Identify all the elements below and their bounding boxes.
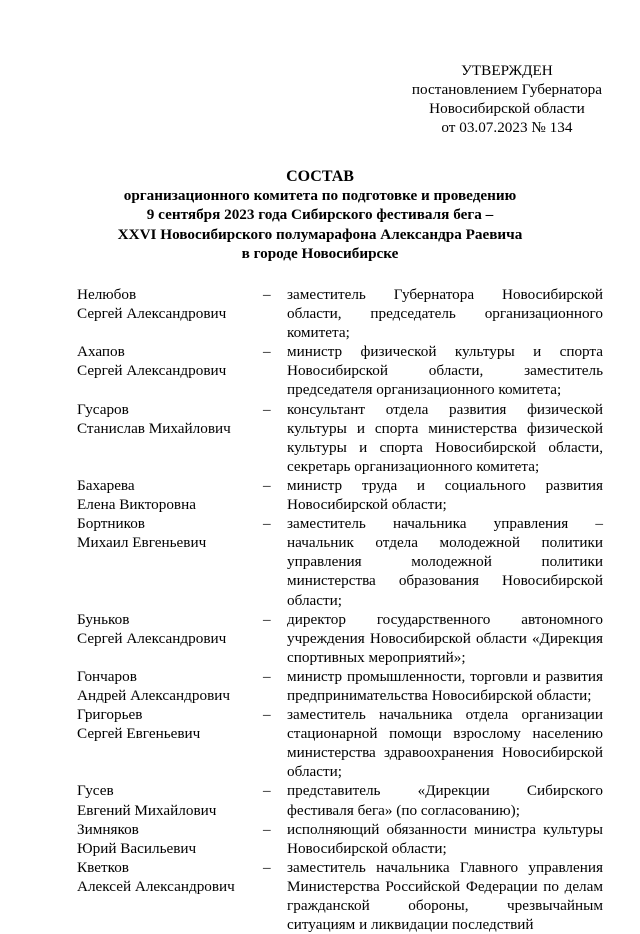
member-row — [77, 476, 603, 514]
member-role: министр физической культуры и спорта Новосибирской области, заместитель председателя организационного комитета; — [287, 343, 603, 399]
member-given-names: Елена Викторовна — [77, 496, 196, 514]
member-given-names: Андрей Александрович — [77, 686, 231, 704]
dash-separator: – — [263, 286, 271, 303]
member-surname: Кветков — [77, 858, 129, 876]
member-row — [77, 514, 603, 609]
approval-stamp: УТВЕРЖДЕН — [461, 62, 553, 79]
member-row — [77, 610, 603, 667]
approval-date-number: от 03.07.2023 № 134 — [441, 119, 573, 136]
member-name — [77, 820, 263, 858]
member-role: заместитель начальника отдела организации стационарной помощи взрослому населению министерства здравоохранения Новосибирской области; — [287, 706, 603, 781]
member-name — [77, 858, 263, 934]
dash-separator: – — [263, 782, 271, 800]
member-name — [77, 476, 263, 514]
member-role: заместитель начальника управления – начальник отдела молодежной политики управления молодежной политики министерства образования Новосибирской области; — [287, 515, 603, 609]
member-name — [77, 342, 263, 399]
title-line-3: XXVI Новосибирского полумарафона Александра Раевича — [117, 225, 523, 243]
member-role: заместитель Губернатора Новосибирской области, председатель организационного комитета; — [287, 286, 603, 342]
member-surname: Гусев — [77, 782, 114, 800]
member-role: исполняющий обязанности министра культуры Новосибирской области; — [287, 820, 603, 857]
member-row — [77, 667, 603, 705]
member-given-names: Сергей Александрович — [77, 629, 227, 647]
member-given-names: Михаил Евгеньевич — [77, 534, 207, 552]
member-given-names: Сергей Евгеньевич — [77, 725, 201, 743]
member-name — [77, 400, 263, 476]
member-name — [77, 610, 263, 667]
member-surname: Бортников — [77, 515, 145, 533]
members-list — [77, 285, 603, 934]
dash-separator: – — [263, 706, 271, 724]
member-given-names: Сергей Александрович — [77, 362, 227, 380]
document-title — [0, 167, 640, 263]
dash-separator: – — [263, 820, 271, 838]
dash-separator: – — [263, 610, 271, 628]
member-role: заместитель начальника Главного управления Министерства Российской Федерации по делам гражданской обороны, чрезвычайным ситуациям и ликвидации последствий — [287, 858, 603, 934]
member-role: консультант отдела развития физической культуры и спорта министерства физической культуры и спорта Новосибирской области, секретарь организационного комитета; — [287, 400, 603, 475]
member-name — [77, 667, 263, 705]
member-row — [77, 400, 603, 476]
member-surname: Ахапов — [77, 343, 125, 361]
dash-separator: – — [263, 858, 271, 876]
approval-block — [412, 61, 602, 137]
dash-separator: – — [263, 343, 271, 361]
member-role: министр промышленности, торговли и развития предпринимательства Новосибирской области; — [287, 667, 603, 704]
approval-decree: постановлением Губернатора — [411, 81, 602, 98]
approval-region: Новосибирской области — [429, 100, 585, 117]
member-surname: Бахарева — [77, 476, 135, 494]
member-role: министр труда и социального развития Новосибирской области; — [287, 476, 603, 514]
member-given-names: Алексей Александрович — [77, 877, 235, 895]
member-row — [77, 858, 603, 934]
member-row — [77, 342, 603, 399]
member-row — [77, 285, 603, 342]
member-name — [77, 705, 263, 781]
member-role: директор государственного автономного учреждения Новосибирской области «Дирекция спортивных мероприятий»; — [287, 610, 603, 666]
member-name — [77, 514, 263, 609]
member-surname: Гусаров — [77, 400, 129, 418]
member-surname: Гончаров — [77, 667, 137, 685]
member-surname: Нелюбов — [77, 286, 137, 303]
dash-separator: – — [263, 515, 271, 533]
member-name — [77, 781, 263, 819]
member-given-names: Евгений Михайлович — [77, 801, 217, 819]
member-given-names: Сергей Александрович — [77, 305, 227, 323]
member-given-names: Станислав Михайлович — [77, 419, 231, 437]
member-row — [77, 781, 603, 819]
member-surname: Григорьев — [77, 706, 143, 724]
dash-separator: – — [263, 667, 271, 685]
member-surname: Буньков — [77, 610, 130, 628]
member-role: представитель «Дирекции Сибирского фестиваля бега» (по согласованию); — [287, 782, 603, 819]
title-line-4: в городе Новосибирске — [241, 244, 399, 262]
title-line-2: 9 сентября 2023 года Сибирского фестиваля бега – — [146, 206, 494, 224]
member-row — [77, 705, 603, 781]
dash-separator: – — [263, 476, 271, 494]
member-name — [77, 285, 263, 342]
member-row — [77, 820, 603, 858]
title-line-1: организационного комитета по подготовке и проведению — [123, 187, 517, 205]
member-given-names: Юрий Васильевич — [77, 839, 197, 857]
member-surname: Зимняков — [77, 820, 139, 838]
title-heading: СОСТАВ — [286, 168, 354, 185]
dash-separator: – — [263, 400, 271, 418]
